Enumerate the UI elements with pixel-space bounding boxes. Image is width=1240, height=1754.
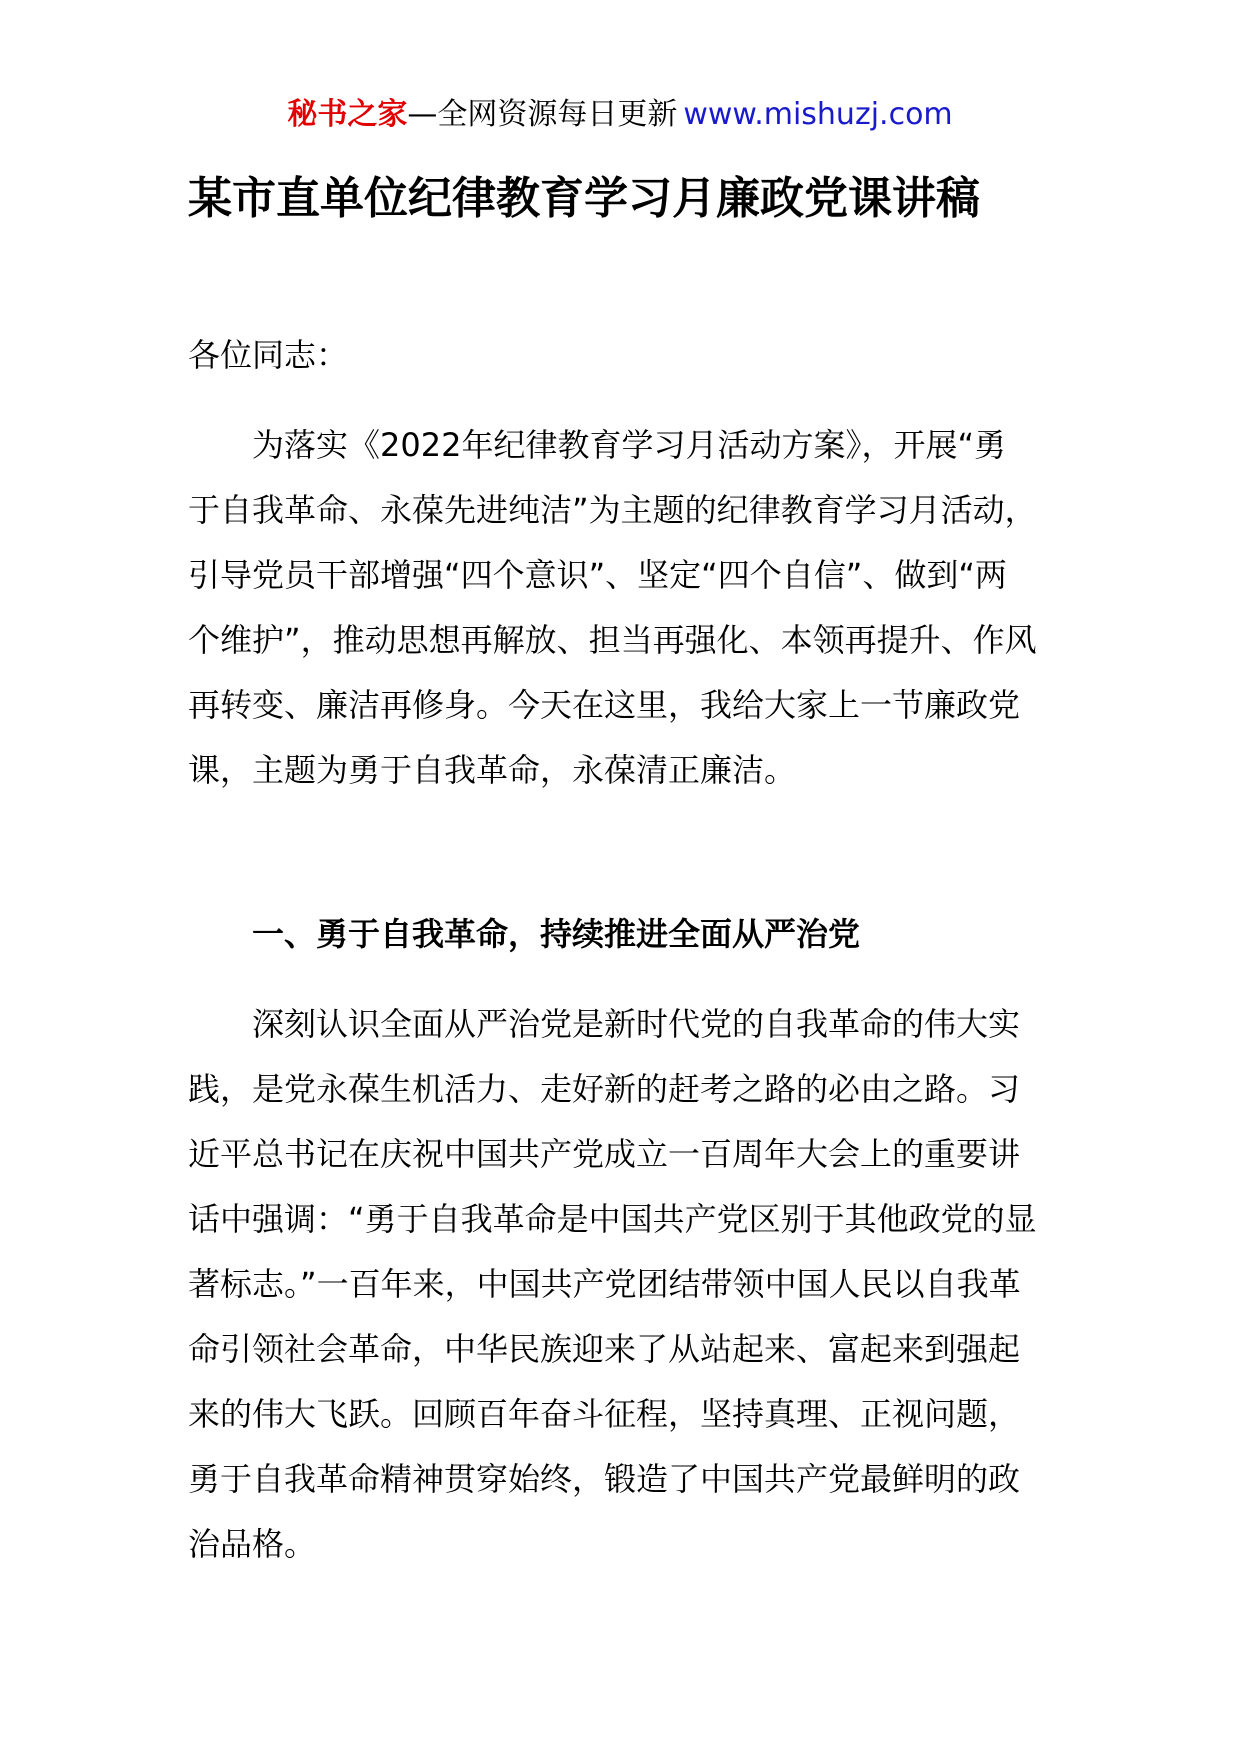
section-heading: 一、勇于自我革命，持续推进全面从严治党	[252, 915, 861, 953]
header-tagline: —全网资源每日更新	[407, 97, 678, 132]
site-url-link[interactable]: www.mishuzj.com	[683, 97, 953, 132]
header-banner	[0, 92, 1240, 138]
brand-name: 秘书之家	[287, 97, 408, 132]
paragraph-body: 深刻认识全面从严治党是新时代党的自我革命的伟大实践，是党永葆生机活力、走好新的赶考之路的必由之路。习近平总书记在庆祝中国共产党成立一百周年大会上的重要讲话中强调：“勇于自我革命是中国共产党区别于其他政党的显著标志。”一百年来，中国共产党团结带领中国人民以自我革命引领社会革命，中华民族迎来了从站起来、富起来到强起来的伟大飞跃。回顾百年奋斗征程，坚持真理、正视问题，勇于自我革命精神贯穿始终，锻造了中国共产党最鲜明的政治品格。	[188, 1005, 1037, 1563]
document-title: 某市直单位纪律教育学习月廉政党课讲稿	[188, 173, 980, 224]
paragraph-intro: 为落实《2022年纪律教育学习月活动方案》，开展“勇于自我革命、永葆先进纯洁”为主题的纪律教育学习月活动，引导党员干部增强“四个意识”、坚定“四个自信”、做到“两个维护”，推动思想再解放、担当再强化、本领再提升、作风再转变、廉洁再修身。今天在这里，我给大家上一节廉政党课，主题为勇于自我革命，永葆清正廉洁。	[188, 426, 1037, 789]
salutation: 各位同志：	[188, 336, 349, 374]
